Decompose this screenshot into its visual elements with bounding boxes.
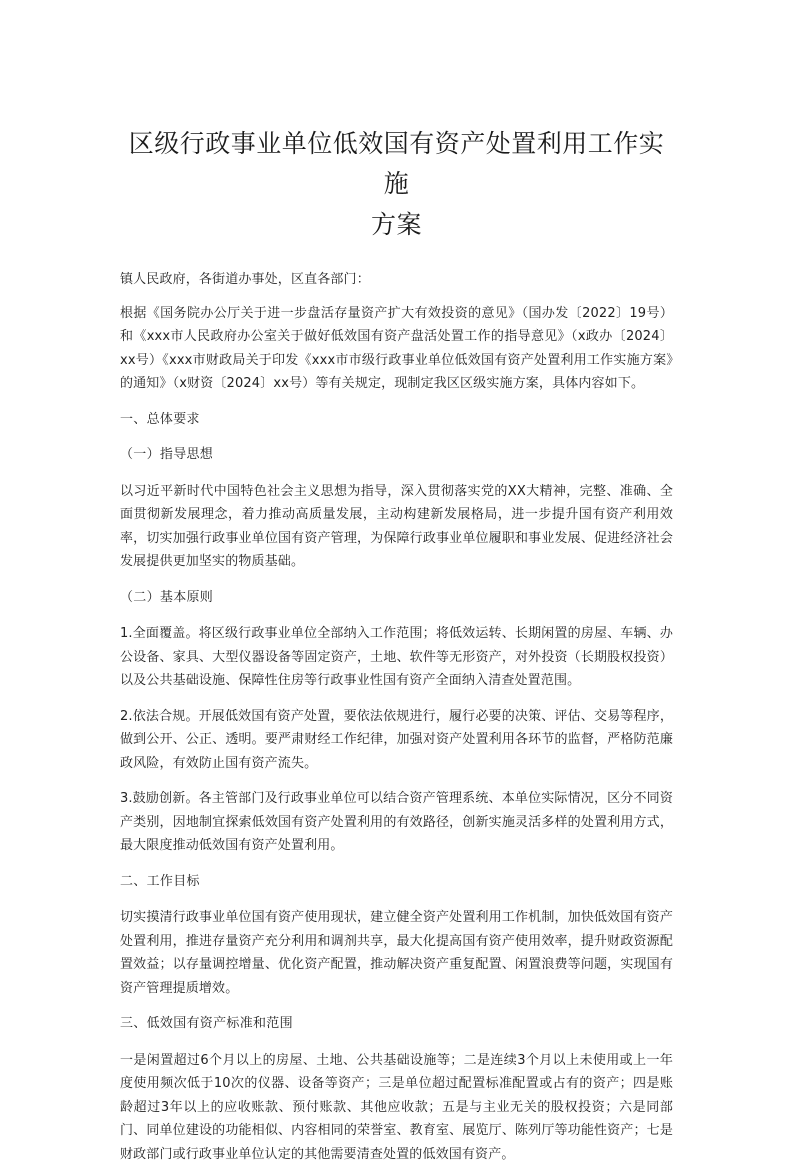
subsection-2-heading: （二）基本原则 xyxy=(120,586,673,610)
principle-3-paragraph: 3.鼓励创新。各主管部门及行政事业单位可以结合资产管理系统、本单位实际情况，区分不同资产类别，因地制宜探索低效国有资产处置利用的有效路径，创新实施灵活多样的处置利用方式，最大限度推动低效国有资产处置利用。 xyxy=(120,787,673,858)
basis-paragraph: 根据《国务院办公厅关于进一步盘活存量资产扩大有效投资的意见》（国办发〔2022〕19号）和《xxx市人民政府办公室关于做好低效国有资产盘活处置工作的指导意见》（x政办〔2024〕xx号）《xxx市财政局关于印发《xxx市市级行政事业单位低效国有资产处置利用工作实施方案》的通知》（x财资〔2024〕xx号）等有关规定，现制定我区区级实施方案，具体内容如下。 xyxy=(120,302,673,396)
subsection-1-heading: （一）指导思想 xyxy=(120,443,673,467)
document-title xyxy=(120,124,673,245)
title-line-2: 方案 xyxy=(120,205,673,245)
principle-2-paragraph: 2.依法合规。开展低效国有资产处置，要依法依规进行，履行必要的决策、评估、交易等程序，做到公开、公正、透明。要严肃财经工作纪律，加强对资产处置利用各环节的监督，严格防范廉政风险，有效防止国有资产流失。 xyxy=(120,705,673,776)
asset-standard-paragraph: 一是闲置超过6个月以上的房屋、土地、公共基础设施等；二是连续3个月以上未使用或上一年度使用频次低于10次的仪器、设备等资产；三是单位超过配置标准配置或占有的资产；四是账龄超过3年以上的应收账款、预付账款、其他应收款；五是与主业无关的股权投资；六是同部门、同单位建设的功能相似、内容相同的荣誉室、教育室、展览厅、陈列厅等功能性资产；七是财政部门或行政事业单位认定的其他需要清查处置的低效国有资产。 xyxy=(120,1049,673,1166)
salutation: 镇人民政府，各街道办事处，区直各部门： xyxy=(120,268,673,292)
section-3-heading: 三、低效国有资产标准和范围 xyxy=(120,1012,673,1036)
work-goal-paragraph: 切实摸清行政事业单位国有资产使用现状，建立健全资产处置利用工作机制，加快低效国有资产处置利用，推进存量资产充分利用和调剂共享，最大化提高国有资产使用效率，提升财政资源配置效益；以存量调控增量、优化资产配置，推动解决资产重复配置、闲置浪费等问题，实现国有资产管理提质增效。 xyxy=(120,906,673,1000)
section-2-heading: 二、工作目标 xyxy=(120,870,673,894)
guiding-thought-paragraph: 以习近平新时代中国特色社会主义思想为指导，深入贯彻落实党的XX大精神，完整、准确、全面贯彻新发展理念，着力推动高质量发展，主动构建新发展格局，进一步提升国有资产利用效率，切实加强行政事业单位国有资产管理，为保障行政事业单位履职和事业发展、促进经济社会发展提供更加坚实的物质基础。 xyxy=(120,480,673,574)
principle-1-paragraph: 1.全面覆盖。将区级行政事业单位全部纳入工作范围；将低效运转、长期闲置的房屋、车辆、办公设备、家具、大型仪器设备等固定资产，土地、软件等无形资产，对外投资（长期股权投资）以及公共基础设施、保障性住房等行政事业性国有资产全面纳入清查处置范围。 xyxy=(120,622,673,693)
title-line-1: 区级行政事业单位低效国有资产处置利用工作实施 xyxy=(120,124,673,204)
section-1-heading: 一、总体要求 xyxy=(120,408,673,432)
